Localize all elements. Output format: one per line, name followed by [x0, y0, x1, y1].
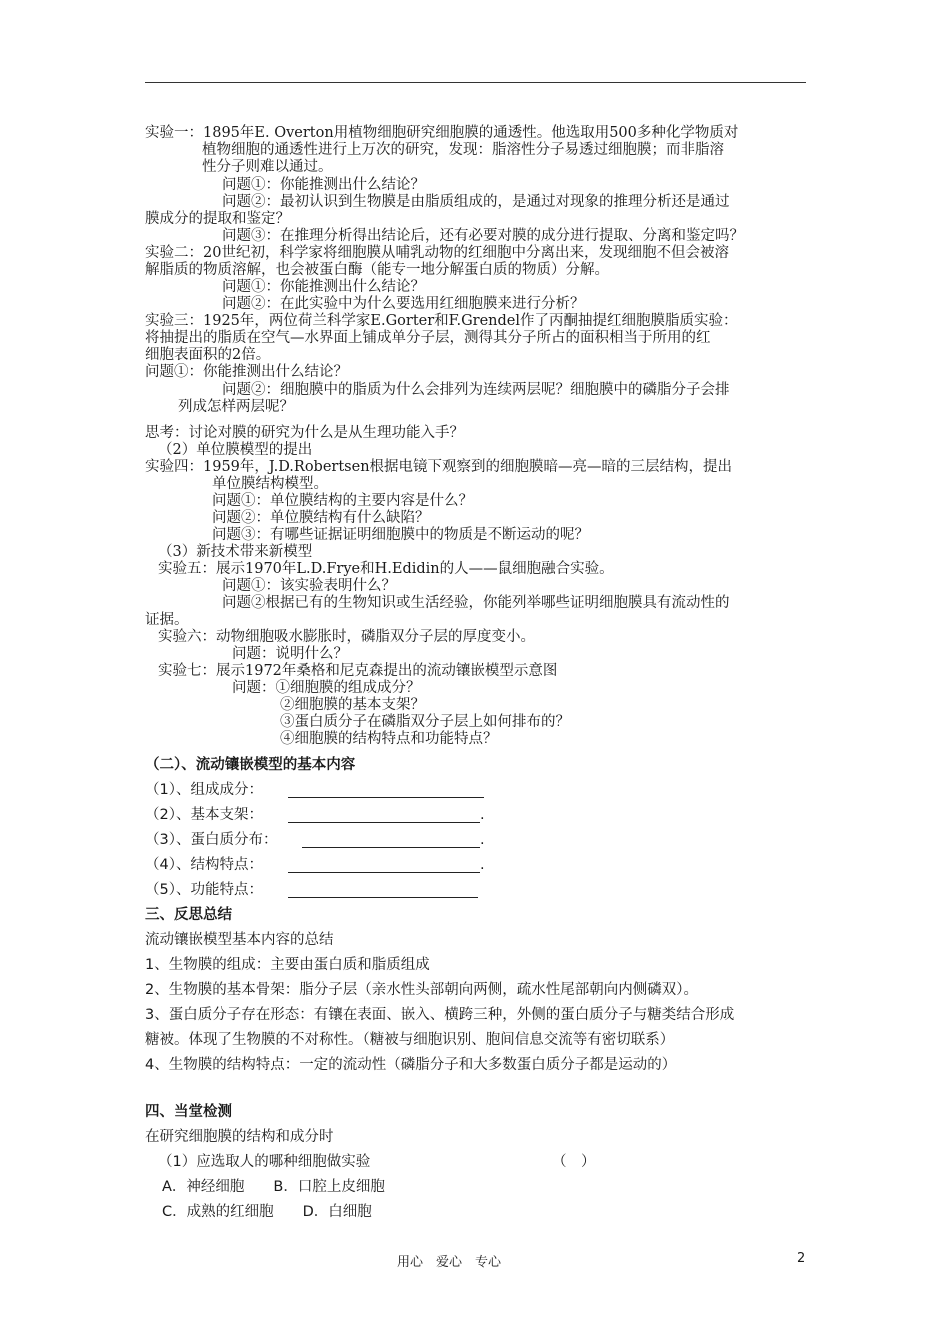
text-line-l11: 问题②：在此实验中为什么要选用红细胞膜来进行分析？ — [222, 296, 585, 312]
fill-blank-f2[interactable] — [288, 822, 480, 823]
text-line-l01: 实验一：1895年E. Overton用植物细胞研究细胞膜的通透性。他选取用500多种化学物质对 — [145, 125, 739, 141]
text-line-q2: （1）应选取人的哪种细胞做实验 — [158, 1154, 371, 1170]
text-line-s4: 3、蛋白质分子存在形态：有镶在表面、嵌入、横跨三种，外侧的蛋白质分子与糖类结合形成 — [145, 1007, 735, 1023]
section-heading-model-content: （二）、流动镶嵌模型的基本内容 — [145, 757, 356, 773]
text-line-l12: 实验三：1925年，两位荷兰科学家E.Gorter和F.Grendel作了丙酮抽提红细胞膜脂质实验： — [145, 313, 738, 329]
text-line-l23: 问题②：单位膜结构有什么缺陷？ — [212, 510, 430, 526]
section-heading-reflection: 三、反思总结 — [145, 907, 232, 923]
text-line-l32: 实验七：展示1972年桑格和尼克森提出的流动镶嵌模型示意图 — [158, 663, 558, 679]
text-line-l27: 问题①：该实验表明什么？ — [222, 578, 396, 594]
text-line-l14: 细胞表面积的2倍。 — [145, 347, 271, 363]
text-line-l26: 实验五：展示1970年L.D.Frye和H.Edidin的人——鼠细胞融合实验。 — [158, 561, 614, 577]
fill-label-f1: （1）、组成成分： — [145, 782, 263, 798]
text-line-l36: ④细胞膜的结构特点和功能特点？ — [280, 731, 498, 747]
text-line-q3: （ ） — [552, 1154, 596, 1170]
fill-blank-f1[interactable] — [288, 797, 484, 798]
fill-tail-f4: . — [480, 857, 485, 873]
text-line-l35: ③蛋白质分子在磷脂双分子层上如何排布的？ — [280, 714, 570, 730]
text-line-s5: 糖被。体现了生物膜的不对称性。（糖被与细胞识别、胞间信息交流等有密切联系） — [145, 1032, 675, 1048]
text-line-s1: 流动镶嵌模型基本内容的总结 — [145, 932, 334, 948]
text-line-q5: C．成熟的红细胞 D．白细胞 — [162, 1204, 372, 1220]
text-line-l33: 问题：①细胞膜的组成成分？ — [232, 680, 421, 696]
fill-label-f5: （5）、功能特点： — [145, 882, 263, 898]
text-line-l08: 实验二：20世纪初，科学家将细胞膜从哺乳动物的红细胞中分离出来，发现细胞不但会被溶 — [145, 245, 729, 261]
fill-tail-f3: . — [480, 832, 485, 848]
text-line-l16: 问题②：细胞膜中的脂质为什么会排列为连续两层呢？细胞膜中的磷脂分子会排 — [222, 382, 730, 398]
text-line-l17: 列成怎样两层呢？ — [178, 399, 294, 415]
text-line-l30: 实验六：动物细胞吸水膨胀时，磷脂双分子层的厚度变小。 — [158, 629, 535, 645]
text-line-l07: 问题③：在推理分析得出结论后，还有必要对膜的成分进行提取、分离和鉴定吗？ — [222, 228, 744, 244]
text-line-l25: （3）新技术带来新模型 — [158, 544, 313, 560]
text-line-l22: 问题①：单位膜结构的主要内容是什么？ — [212, 493, 473, 509]
text-line-l31: 问题：说明什么？ — [232, 646, 348, 662]
text-line-l05: 问题②：最初认识到生物膜是由脂质组成的，是通过对现象的推理分析还是通过 — [222, 194, 730, 210]
text-line-l21: 单位膜结构模型。 — [212, 476, 328, 492]
footer-text: 用心 爱心 专心 — [397, 1255, 502, 1270]
text-line-s6: 4、生物膜的结构特点：一定的流动性（磷脂分子和大多数蛋白质分子都是运动的） — [145, 1057, 677, 1073]
text-line-s2: 1、生物膜的组成：主要由蛋白质和脂质组成 — [145, 957, 430, 973]
text-line-l19: （2）单位膜模型的提出 — [158, 442, 313, 458]
text-line-l29: 证据。 — [145, 612, 189, 628]
text-line-l02: 植物细胞的通透性进行上万次的研究，发现：脂溶性分子易透过细胞膜；而非脂溶 — [202, 142, 724, 158]
fill-label-f2: （2）、基本支架： — [145, 807, 263, 823]
fill-blank-f3[interactable] — [302, 847, 480, 848]
text-line-l34: ②细胞膜的基本支架？ — [280, 697, 425, 713]
text-line-s3: 2、生物膜的基本骨架：脂分子层（亲水性头部朝向两侧，疏水性尾部朝向内侧磷双）。 — [145, 982, 698, 998]
text-line-l06: 膜成分的提取和鉴定？ — [145, 211, 290, 227]
text-line-l20: 实验四：1959年，J.D.Robertsen根据电镜下观察到的细胞膜暗—亮—暗的三层结构，提出 — [145, 459, 733, 475]
header-rule — [145, 82, 806, 83]
fill-blank-f4[interactable] — [288, 872, 480, 873]
text-line-l24: 问题③：有哪些证据证明细胞膜中的物质是不断运动的呢？ — [212, 527, 589, 543]
text-line-l28: 问题②根据已有的生物知识或生活经验，你能列举哪些证明细胞膜具有流动性的 — [222, 595, 730, 611]
text-line-l04: 问题①：你能推测出什么结论？ — [222, 177, 425, 193]
fill-tail-f2: . — [480, 807, 485, 823]
text-line-l09: 解脂质的物质溶解，也会被蛋白酶（能专一地分解蛋白质的物质）分解。 — [145, 262, 609, 278]
page-number: 2 — [797, 1251, 806, 1266]
text-line-l15: 问题①：你能推测出什么结论？ — [145, 364, 348, 380]
text-line-l10: 问题①：你能推测出什么结论？ — [222, 279, 425, 295]
text-line-q1: 在研究细胞膜的结构和成分时 — [145, 1129, 334, 1145]
fill-label-f3: （3）、蛋白质分布： — [145, 832, 278, 848]
text-line-l13: 将抽提出的脂质在空气—水界面上铺成单分子层，测得其分子所占的面积相当于所用的红 — [145, 330, 711, 346]
section-heading-quiz: 四、当堂检测 — [145, 1104, 232, 1120]
fill-label-f4: （4）、结构特点： — [145, 857, 263, 873]
text-line-q4: A．神经细胞 B．口腔上皮细胞 — [162, 1179, 385, 1195]
text-line-l03: 性分子则难以通过。 — [202, 159, 333, 175]
text-line-l18: 思考：讨论对膜的研究为什么是从生理功能入手？ — [145, 425, 464, 441]
fill-blank-f5[interactable] — [288, 897, 478, 898]
